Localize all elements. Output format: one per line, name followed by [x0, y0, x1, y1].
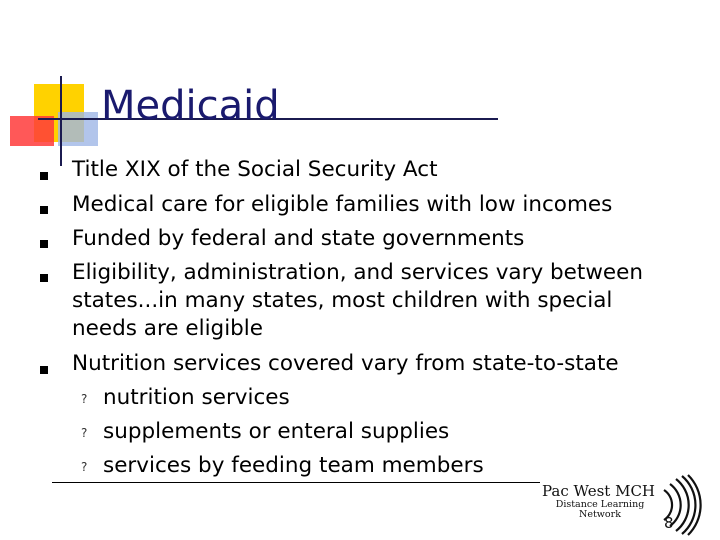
sub-bullet-marker: ? — [81, 460, 88, 474]
sub-bullet-text: supplements or enteral supplies — [103, 419, 450, 444]
logo-subtitle-line1: Distance Learning — [555, 499, 645, 510]
page-number: 8 — [664, 514, 674, 532]
logo-subtitle-line2: Network — [579, 509, 621, 520]
bullet-text-continued: states...in many states, most children with special — [72, 288, 613, 313]
sub-bullet-text: nutrition services — [103, 385, 290, 410]
logo-subtitle — [550, 500, 650, 520]
bullet-marker — [40, 240, 48, 248]
pac-west-logo — [538, 474, 718, 536]
bullet-marker — [40, 172, 48, 180]
bullet-marker — [40, 274, 48, 282]
sub-bullet-marker: ? — [81, 426, 88, 440]
logo-title: Pac West MCH — [542, 482, 656, 500]
bullet-text: Funded by federal and state governments — [72, 226, 525, 251]
bullet-marker — [40, 206, 48, 214]
decor-red-bar — [10, 116, 54, 146]
decor-vertical-line — [60, 76, 62, 166]
bullet-text: Nutrition services covered vary from state-to-state — [72, 351, 619, 376]
bullet-text: Eligibility, administration, and services vary between — [72, 260, 643, 285]
sub-bullet-marker: ? — [81, 392, 88, 406]
bullet-text: Title XIX of the Social Security Act — [72, 157, 438, 182]
bullet-text-continued: needs are eligible — [72, 316, 264, 341]
bullet-marker — [40, 366, 48, 374]
sub-bullet-text: services by feeding team members — [103, 453, 484, 478]
slide-title: Medicaid — [101, 83, 280, 129]
footer-divider — [52, 482, 540, 483]
bullet-text: Medical care for eligible families with low incomes — [72, 192, 613, 217]
